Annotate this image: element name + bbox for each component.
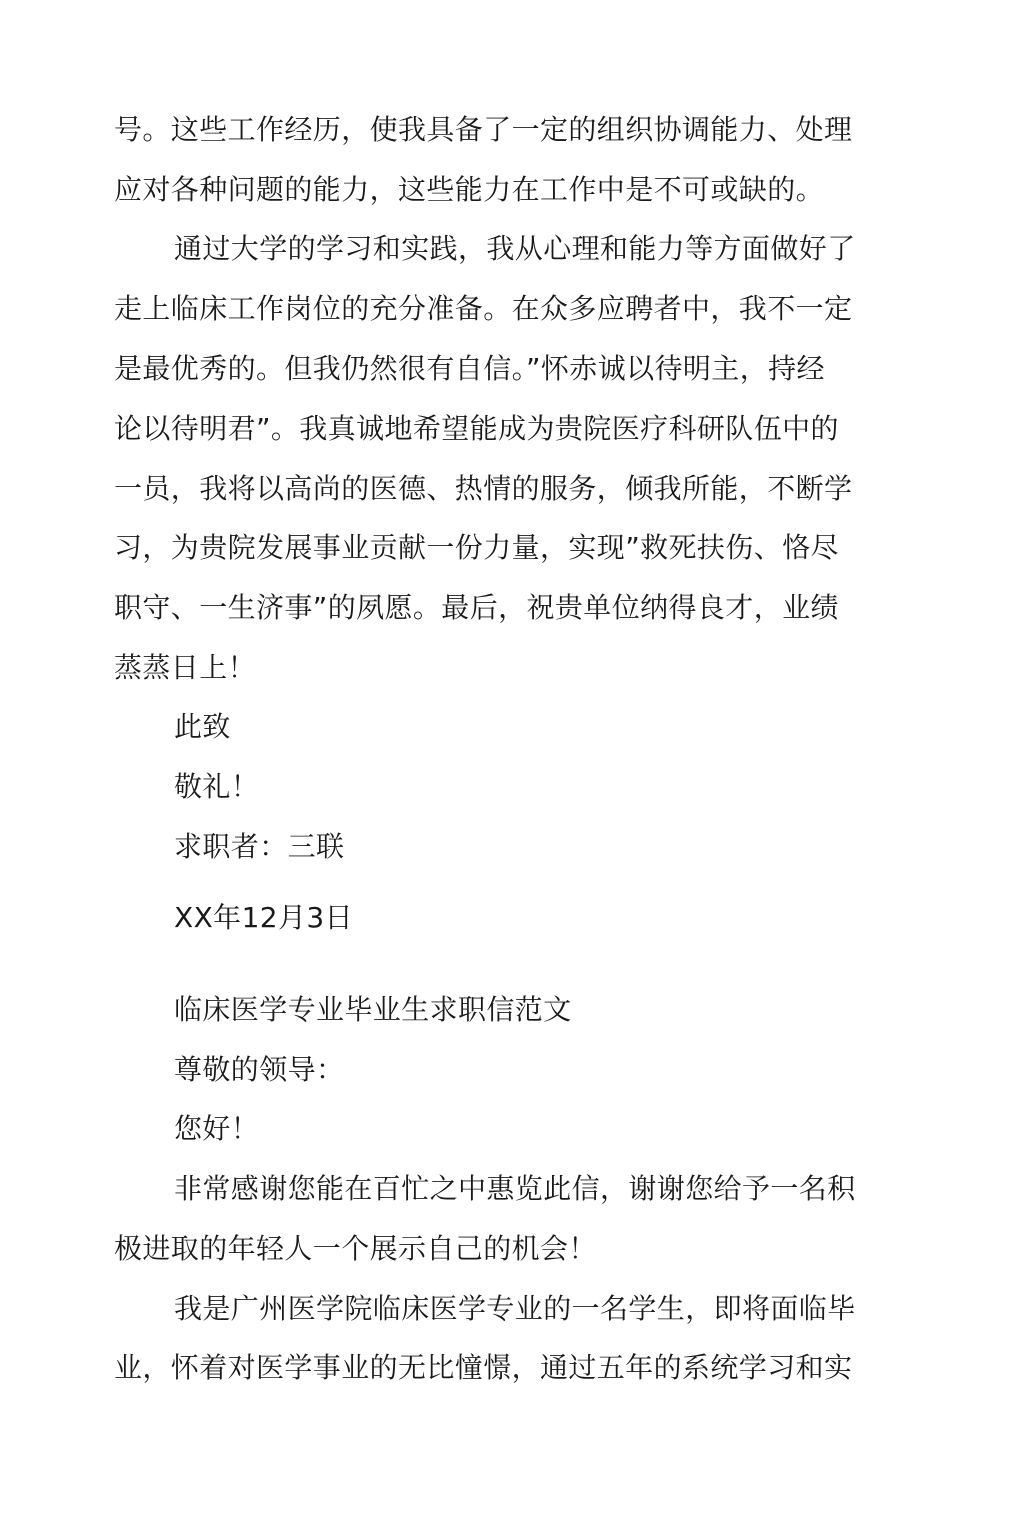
text-line-20: 我是广州医学院临床医学专业的一名学生，即将面临毕: [174, 1292, 856, 1325]
text-line-7: 一员，我将以高尚的医德、热情的服务，倾我所能，不断学: [114, 472, 853, 505]
text-line-9: 职守、一生济事”的夙愿。最后，祝贵单位纳得良才，业绩: [114, 591, 839, 624]
date-line: XX年12月3日: [174, 901, 354, 934]
text-line-5: 是最优秀的。但我仍然很有自信。”怀赤诚以待明主，持经: [114, 352, 825, 385]
closing-regards: 敬礼！: [174, 770, 260, 803]
text-line-21: 业，怀着对医学事业的无比憧憬，通过五年的系统学习和实: [114, 1351, 853, 1384]
text-line-1: 号。这些工作经历，使我具备了一定的组织协调能力、处理: [114, 113, 853, 146]
signature-line: 求职者：三联: [174, 830, 345, 863]
text-line-19: 极进取的年轻人一个展示自己的机会！: [114, 1232, 597, 1265]
text-line-6: 论以待明君”。我真诚地希望能成为贵院医疗科研队伍中的: [114, 412, 839, 445]
text-line-4: 走上临床工作岗位的充分准备。在众多应聘者中，我不一定: [114, 292, 853, 325]
closing-salutation: 此致: [174, 710, 231, 743]
hello-line: 您好！: [174, 1112, 260, 1145]
text-line-3: 通过大学的学习和实践，我从心理和能力等方面做好了: [174, 232, 856, 265]
text-line-2: 应对各种问题的能力，这些能力在工作中是不可或缺的。: [114, 173, 825, 206]
text-line-8: 习，为贵院发展事业贡献一份力量，实现”救死扶伤、恪尽: [114, 531, 839, 564]
greeting-line: 尊敬的领导：: [174, 1053, 345, 1086]
section-title: 临床医学专业毕业生求职信范文: [174, 993, 572, 1026]
text-line-10: 蒸蒸日上！: [114, 651, 257, 684]
text-line-18: 非常感谢您能在百忙之中惠览此信，谢谢您给予一名积: [174, 1172, 856, 1205]
